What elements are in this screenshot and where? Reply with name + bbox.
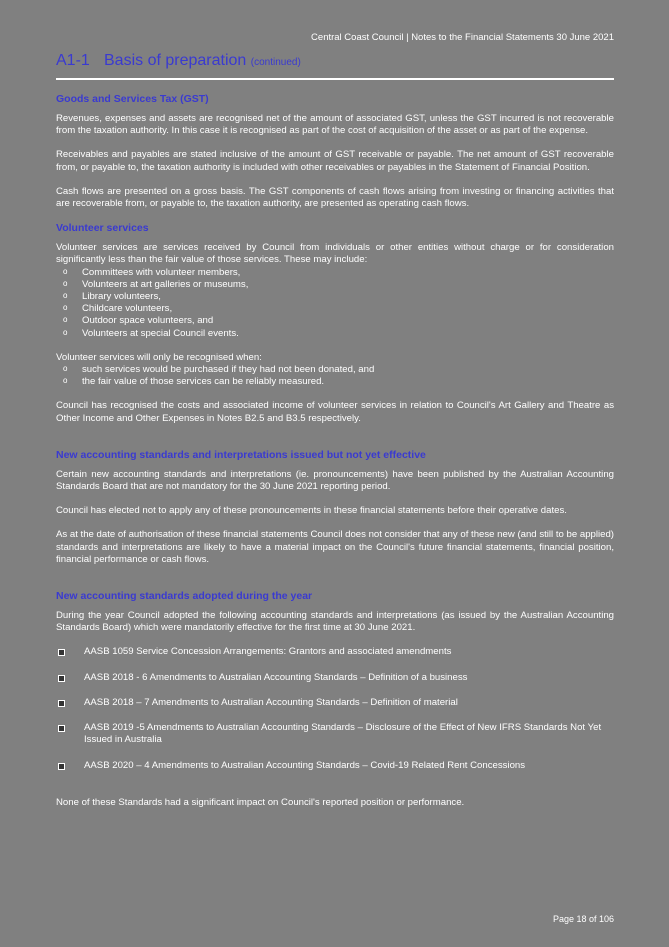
adopted-closing: None of these Standards had a significant impact on Council's reported position or performance. [56,796,465,808]
heading-volunteer-services: Volunteer services [56,222,149,235]
gst-paragraph-1: Revenues, expenses and assets are recognised net of the amount of associated GST, unless the GST incurred is not recoverable from the taxation authority. In this case it is recognised as part of the cost of acquisition of the asset or as part of the expense. [56,113,614,137]
spacer [56,437,614,449]
list-item: o Volunteers at art galleries or museums, [56,279,614,291]
spacer [56,578,614,590]
gst-paragraph-2: Receivables and payables are stated inclusive of the amount of GST receivable or payable. The net amount of GST recoverable from, or payable to, the taxation authority is included with other receivables or payables in the Statement of Financial Position. [56,149,614,173]
gst-paragraph-3: Cash flows are presented on a gross basis. The GST components of cash flows arising from investing or financing activities that are recoverable from, or payable to, the taxation authority, are presented as operating cash flows. [56,185,614,210]
page-number: Page 18 of 106 [552,914,614,924]
section-number: A1-1 [56,52,90,69]
continued-label: (continued) [250,57,301,68]
list-item: o Committees with volunteer members, [56,267,614,279]
section-title: Basis of preparation [104,52,247,69]
running-header: Central Coast Council | Notes to the Financial Statements 30 June 2021 [311,32,614,43]
list-item: o the fair value of those services can be reliably measured. [56,376,614,388]
heading-standards-adopted: New accounting standards adopted during the year [56,590,313,603]
volunteer-criteria-intro: Volunteer services will only be recognised when: [56,351,262,363]
not-yet-effective-paragraph-3: As at the date of authorisation of these financial statements Council does not consider that any of these new (and still to be applied) standards and interpretations are likely to have a material impact on the Council's future financial statements, financial position, financial performance or cash flows. [56,529,614,565]
spacer [56,340,614,352]
not-yet-effective-paragraph-1: Certain new accounting standards and interpretations (ie. pronouncements) have been published by the Australian Accounting Standards Board that are not mandatory for the 30 June 2021 reporting period. [56,468,614,493]
heading-standards-not-yet-effective: New accounting standards and interpretations issued but not yet effective [56,448,426,461]
list-item: o such services would be purchased if they had not been donated, and [56,364,614,376]
document-body [56,93,614,821]
title-divider [56,78,614,80]
adopted-intro: During the year Council adopted the following accounting standards and interpretations (as issued by the Australian Accounting Standards Board) which were mandatorily effective for the first time at 30 June 2021. [56,610,614,634]
list-item: AASB 2020 – 4 Amendments to Australian Accounting Standards – Covid-19 Related Rent Concessions [56,760,614,772]
list-item: o Childcare volunteers, [56,303,614,315]
list-item: AASB 2018 – 7 Amendments to Australian Accounting Standards – Definition of material [56,697,614,709]
volunteer-criteria-list [56,364,614,388]
list-item: o Outdoor space volunteers, and [56,315,614,327]
list-item: o Volunteers at special Council events. [56,328,614,340]
adopted-standards-list [56,646,614,771]
list-item: AASB 1059 Service Concession Arrangements: Grantors and associated amendments [56,646,614,658]
list-item: o Library volunteers, [56,291,614,303]
not-yet-effective-paragraph-2: Council has elected not to apply any of these pronouncements in these financial statements before their operative dates. [56,505,567,517]
page-title [56,52,614,70]
list-item: AASB 2019 -5 Amendments to Australian Accounting Standards – Disclosure of the Effect of New IFRS Standards Not Yet Issued in Australia [56,722,614,746]
spacer [56,785,614,797]
list-item: AASB 2018 - 6 Amendments to Australian Accounting Standards – Definition of a business [56,672,614,684]
volunteer-closing: Council has recognised the costs and associated income of volunteer services in relation to Council's Art Gallery and Theatre as Other Income and Other Expenses in Notes B2.5 and B3.5 respectively. [56,400,614,424]
heading-gst: Goods and Services Tax (GST) [56,93,209,105]
spacer [56,388,614,400]
volunteer-intro: Volunteer services are services received by Council from individuals or other entities without charge or for consideration significantly less than the fair value of those services. These may include: [56,242,614,266]
volunteer-types-list [56,267,614,340]
